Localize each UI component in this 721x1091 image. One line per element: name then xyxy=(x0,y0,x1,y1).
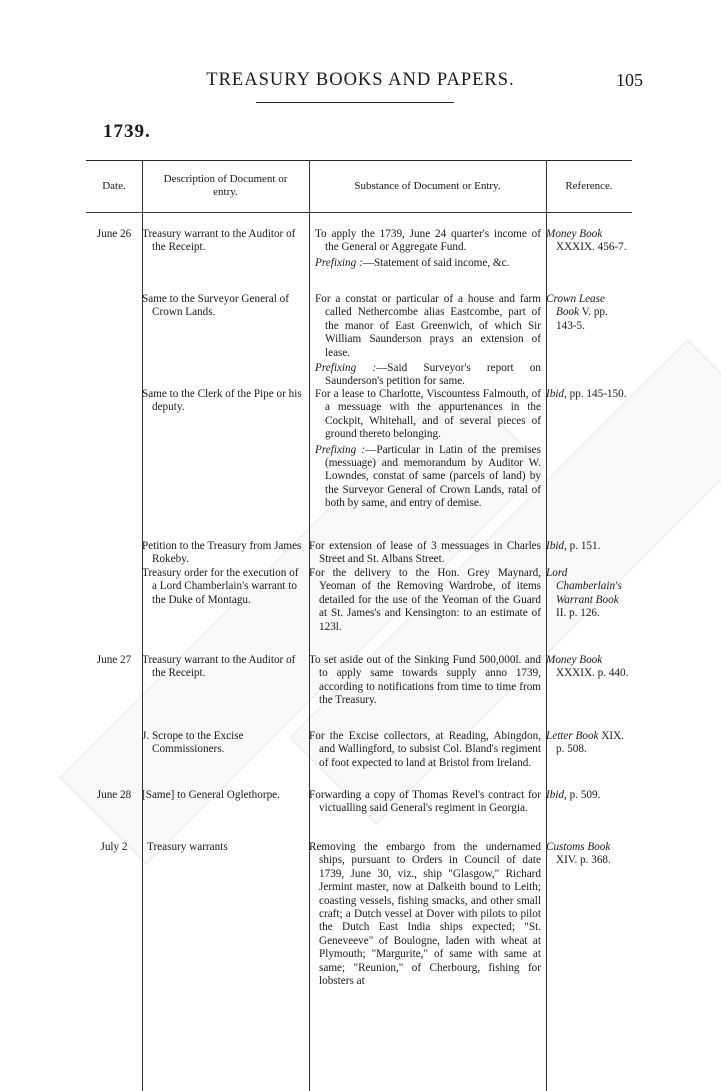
entry-reference xyxy=(546,567,632,621)
reference-title: Ibid, xyxy=(546,540,567,552)
running-title: TREASURY BOOKS AND PAPERS. xyxy=(206,70,515,90)
entry-date: June 28 xyxy=(96,789,132,801)
reference-title: Ibid, xyxy=(546,388,567,400)
substance-text: To apply the 1739, June 24 quarter's income of the General or Aggregate Fund. xyxy=(315,228,541,254)
substance-text: For a lease to Charlotte, Viscountess Falmouth, of a messuage with the appurtenances in the Cockpit, Whitehall, and of several pieces of ground thereto belonging. xyxy=(315,388,541,441)
entry-substance: Removing the embargo from the undernamed ships, pursuant to Orders in Council of date 1739, June 30, viz., ship "Glasgow," Richard Jermint master, now at Dalkeith bound to Leith; coasting vessels, fishing smacks, and other small craft; a Dutch vessel at Dover with pilots to pilot the Dutch East India ships expected; "St. Geneveeve" of Boulogne, laden with wheat at Plymouth; "Margurite," of same with same at same; "Reunion," of Cherbourg, fishing for lobsters at xyxy=(309,841,541,988)
reference-title: Crown Lease Book xyxy=(546,293,605,319)
prefixing-note xyxy=(315,257,541,270)
prefixing-text: —Statement of said income, &c. xyxy=(362,256,510,269)
entry-date: June 27 xyxy=(96,654,132,666)
entry-reference xyxy=(546,789,632,802)
entry-description: [Same] to General Oglethorpe. xyxy=(142,789,280,801)
entry-description: Same to the Clerk of the Pipe or his deputy. xyxy=(142,388,302,414)
entry-reference xyxy=(546,388,632,401)
column-header-substance: Substance of Document or Entry. xyxy=(354,179,501,192)
substance-text: For a constat or particular of a house and farm called Nethercombe alias Eastcombe, part of the manor of East Greenwich, of which Sir William Saunderson prays an extension of lease. xyxy=(315,293,541,359)
reference-title: Letter Book xyxy=(546,730,599,742)
reference-detail: p. 151. xyxy=(569,540,601,552)
reference-detail: XXXIX. p. 440. xyxy=(556,667,629,680)
entry-substance xyxy=(309,293,546,391)
entry-substance: Forwarding a copy of Thomas Revel's contract for victualling said General's regiment in Georgia. xyxy=(309,789,541,815)
entry-substance: For the delivery to the Hon. Grey Maynard, Yeoman of the Removing Wardrobe, of items detailed for the use of the Yeoman of the Guard at St. James's and Kensington: to an estimate of 123l. xyxy=(309,567,541,633)
page-number: 105 xyxy=(616,70,643,90)
column-header-date: Date. xyxy=(102,179,126,192)
reference-detail: XXXIX. 456-7. xyxy=(556,241,627,254)
year-heading: 1739. xyxy=(103,121,151,142)
entry-reference xyxy=(546,730,632,757)
entry-description: Treasury order for the execution of a Lord Chamberlain's warrant to the Duke of Montagu. xyxy=(142,567,299,606)
reference-detail: XIV. p. 368. xyxy=(556,854,611,867)
entry-substance xyxy=(309,388,546,513)
prefixing-label: Prefixing : xyxy=(315,443,366,456)
reference-title: Customs Book xyxy=(546,841,611,853)
entry-description: J. Scrope to the Excise Commissioners. xyxy=(142,730,244,756)
entry-reference xyxy=(546,228,632,255)
entry-description: Petition to the Treasury from James Rokeby. xyxy=(142,540,302,566)
reference-detail: p. 509. xyxy=(569,789,601,801)
prefixing-label: Prefixing : xyxy=(315,256,363,269)
prefixing-label: Prefixing : xyxy=(315,362,377,375)
entry-substance: For the Excise collectors, at Reading, Abingdon, and Wallingford, to subsist Col. Bland's regiment of foot expected to land at Bristol from Ireland. xyxy=(309,730,541,769)
entry-description: Same to the Surveyor General of Crown Lands. xyxy=(142,293,289,319)
entry-reference xyxy=(546,540,632,553)
header-rule xyxy=(256,102,454,103)
prefixing-note xyxy=(315,362,541,389)
entry-reference xyxy=(546,293,632,333)
entry-substance xyxy=(309,228,546,272)
entry-description: Treasury warrants xyxy=(147,841,228,853)
entry-substance: For extension of lease of 3 messuages in Charles Street and St. Albans Street. xyxy=(309,540,541,566)
reference-title: Ibid, xyxy=(546,789,567,801)
reference-detail: pp. 145-150. xyxy=(569,388,627,400)
prefixing-note xyxy=(315,444,541,511)
header-bottom-rule xyxy=(86,212,632,213)
entry-description: Treasury warrant to the Auditor of the Receipt. xyxy=(142,228,296,254)
records-table xyxy=(86,160,632,1091)
entry-reference xyxy=(546,841,632,868)
entry-date: July 2 xyxy=(100,841,128,853)
reference-detail: II. p. 126. xyxy=(556,607,600,620)
prefixing-text: —Said Surveyor's report on Saunderson's petition for same. xyxy=(325,362,541,388)
reference-title: Money Book xyxy=(546,654,603,666)
entry-reference xyxy=(546,654,632,681)
reference-detail: XIX. p. 508. xyxy=(556,730,624,756)
column-header-description: Description of Document or entry. xyxy=(163,173,288,198)
entry-description: Treasury warrant to the Auditor of the Receipt. xyxy=(142,654,296,680)
prefixing-text: —Particular in Latin of the premises (messuage) and memorandum by Auditor W. Lowndes, constat of same (parcels of land) by the Surveyor General of Crown Lands, ratal of both by same, and entry of demise. xyxy=(325,443,541,510)
reference-title: Lord Chamberlain's Warrant Book xyxy=(546,567,622,606)
column-header-reference: Reference. xyxy=(565,179,613,192)
entry-date: June 26 xyxy=(96,228,132,240)
reference-title: Money Book xyxy=(546,228,603,240)
reference-detail: V. pp. 143-5. xyxy=(556,306,608,332)
entry-substance: To set aside out of the Sinking Fund 500,000l. and to apply same towards supply anno 1739, according to notifications from time to time from the Treasury. xyxy=(309,654,541,707)
